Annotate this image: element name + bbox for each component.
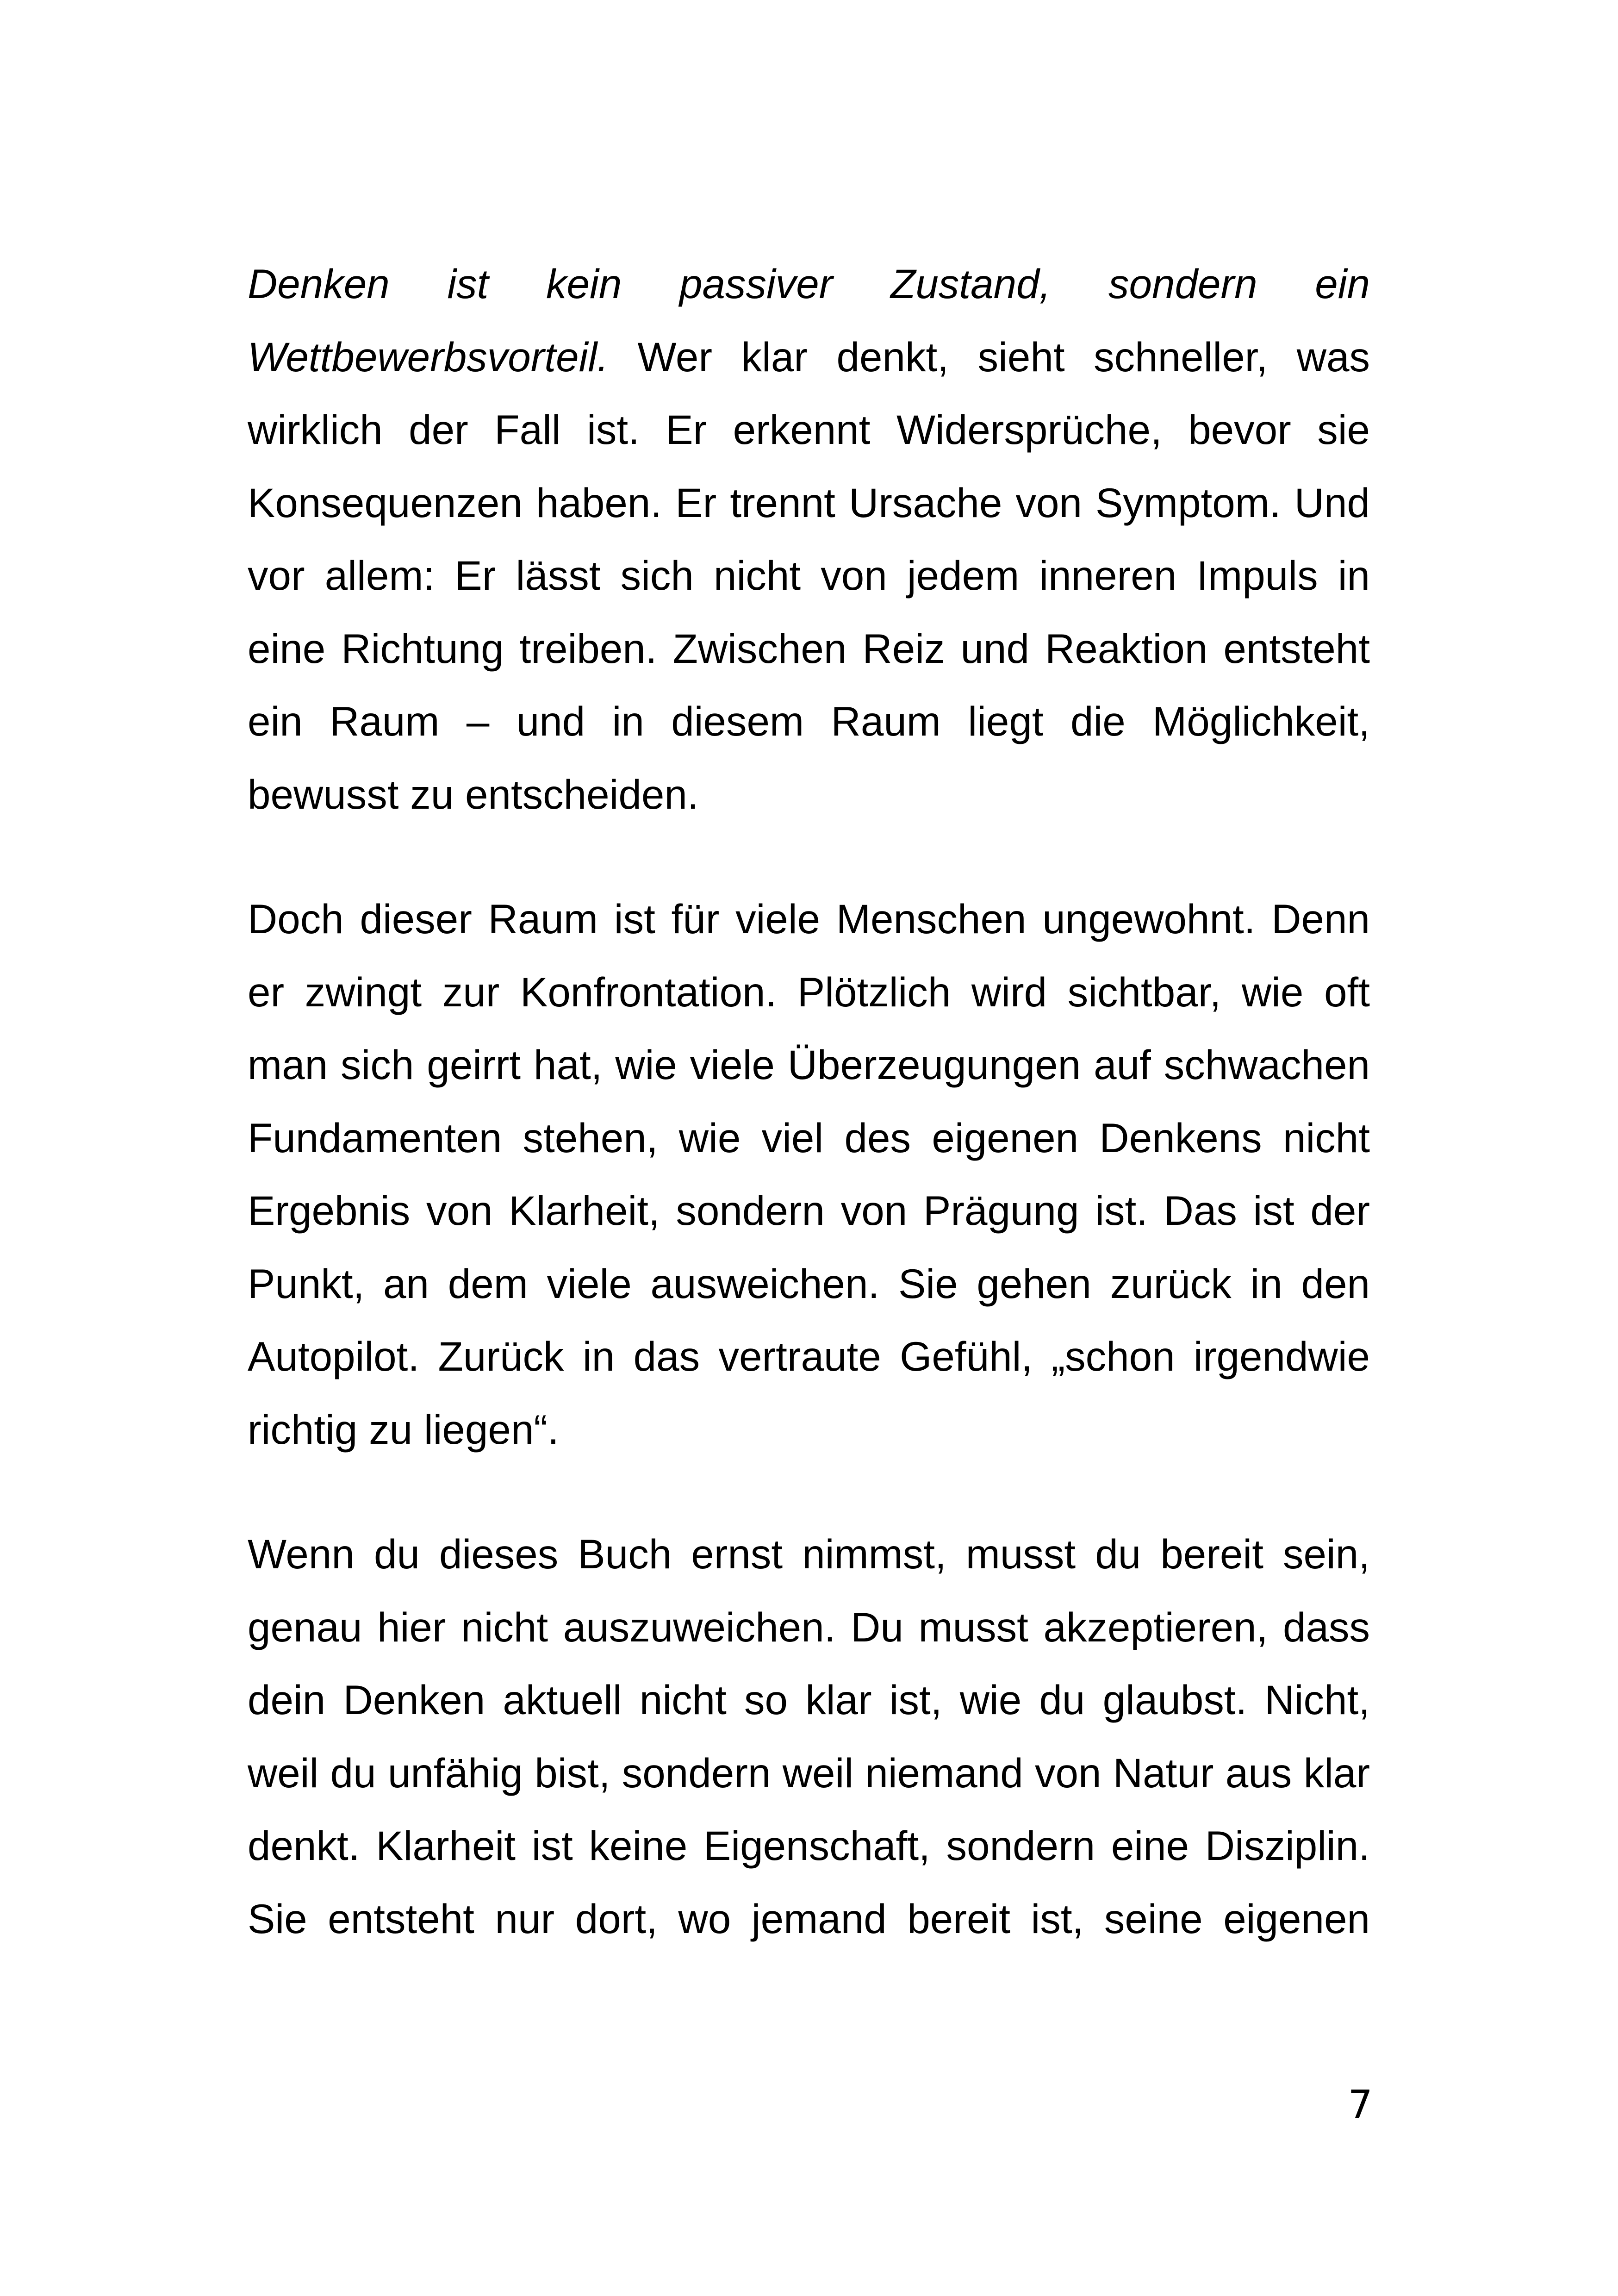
paragraph-1 <box>248 248 1370 831</box>
paragraph-2-text: Doch dieser Raum ist für viele Menschen ungewohnt. Denn er zwingt zur Konfrontation. Plötzlich wird sichtbar, wie oft man sich geirrt hat, wie viele Überzeugungen auf schwachen Fundamenten stehen, wie viel des eigenen Denkens nicht Ergebnis von Klarheit, sondern von Prägung ist. Das ist der Punkt, an dem viele ausweichen. Sie gehen zurück in den Autopilot. Zurück in das vertraute Gefühl, „schon irgendwie richtig zu liegen“. <box>248 896 1370 1453</box>
page-number: 7 <box>1348 2082 1373 2127</box>
paragraph-1-italic-lead: Denken ist kein passiver Zustand, sondern ein Wettbewerbsvorteil. <box>248 261 1370 380</box>
paragraph-1-text: Wer klar denkt, sieht schneller, was wirklich der Fall ist. Er erkennt Widersprüche, bevor sie Konsequenzen haben. Er trennt Ursache von Symptom. Und vor allem: Er lässt sich nicht von jedem inneren Impuls in eine Richtung treiben. Zwischen Reiz und Reaktion entsteht ein Raum – und in diesem Raum liegt die Möglichkeit, bewusst zu entscheiden. <box>248 333 1370 817</box>
body-text <box>248 248 1370 1955</box>
paragraph-3-text: Wenn du dieses Buch ernst nimmst, musst du bereit sein, genau hier nicht auszuweichen. Du musst akzeptieren, dass dein Denken aktuell nicht so klar ist, wie du glaubst. Nicht, weil du unfähig bist, sondern weil niemand von Natur aus klar denkt. Klarheit ist keine Eigenschaft, sondern eine Disziplin. Sie entsteht nur dort, wo jemand bereit ist, seine eigenen <box>248 1531 1370 1942</box>
paragraph-2 <box>248 883 1370 1466</box>
paragraph-3 <box>248 1518 1370 1955</box>
